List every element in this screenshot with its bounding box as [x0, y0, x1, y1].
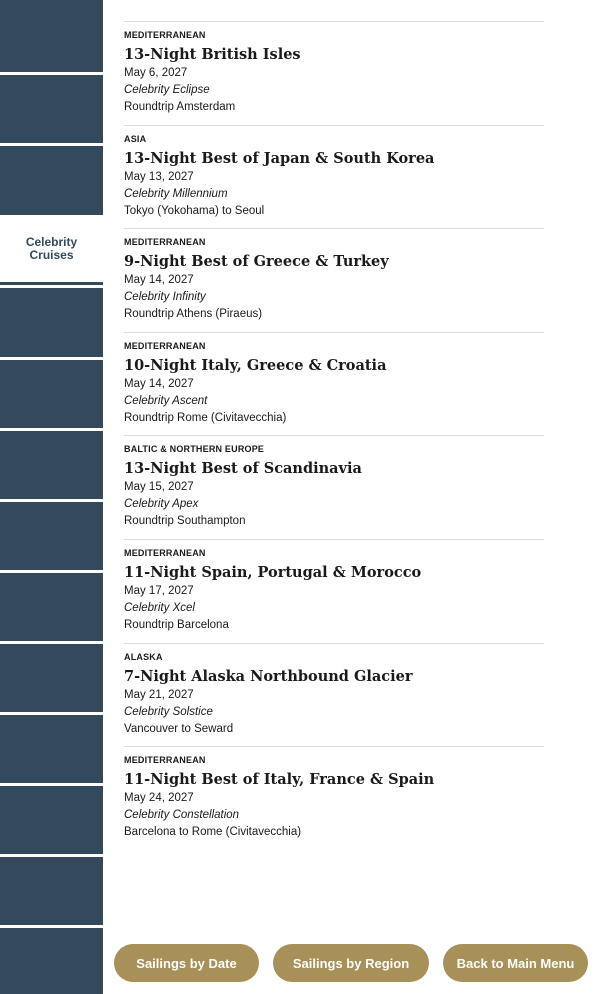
sailing-date: May 17, 2027 — [124, 584, 194, 597]
sailing-date: May 14, 2027 — [124, 274, 194, 287]
sailing-title: 13-Night Best of Japan & South Korea — [124, 149, 435, 167]
sailing-title: 13-Night British Isles — [124, 46, 301, 63]
sailing-item[interactable] — [124, 332, 544, 436]
sailing-route: Roundtrip Rome (Civitavecchia) — [124, 411, 287, 424]
sailing-region: MEDITERRANEAN — [124, 340, 206, 351]
sidebar-tab[interactable] — [0, 360, 103, 428]
sailing-ship: Celebrity Millennium — [124, 187, 228, 200]
sailing-ship: Celebrity Xcel — [124, 601, 195, 614]
sailing-date: May 24, 2027 — [124, 792, 194, 805]
sidebar-tab[interactable] — [0, 786, 103, 854]
sidebar-tab[interactable] — [0, 928, 103, 994]
sailing-list — [124, 21, 544, 850]
sailing-title: 7-Night Alaska Northbound Glacier — [124, 667, 413, 685]
sailing-ship: Celebrity Infinity — [124, 291, 206, 304]
sailing-region: ALASKA — [124, 651, 163, 662]
sailing-date: May 13, 2027 — [124, 170, 194, 183]
sidebar-tab[interactable] — [0, 75, 103, 143]
sailing-region: ASIA — [124, 133, 147, 144]
sailing-region: MEDITERRANEAN — [124, 237, 206, 248]
sailing-region: MEDITERRANEAN — [124, 755, 206, 766]
sidebar-tab-label: Celebrity Cruises — [25, 234, 78, 262]
sidebar-tab[interactable] — [0, 288, 103, 357]
sailing-route: Roundtrip Amsterdam — [124, 101, 236, 113]
sailing-title: 10-Night Italy, Greece & Croatia — [124, 356, 387, 374]
sailing-item[interactable] — [124, 21, 544, 125]
sailing-ship: Celebrity Eclipse — [124, 84, 210, 96]
sailing-item[interactable] — [124, 746, 544, 850]
sailing-route: Roundtrip Athens (Piraeus) — [124, 308, 263, 321]
sailing-route: Roundtrip Southampton — [124, 515, 246, 528]
sidebar-tab[interactable] — [0, 431, 103, 499]
sailing-route: Tokyo (Yokohama) to Seoul — [124, 204, 265, 217]
sailing-ship: Celebrity Apex — [124, 498, 199, 511]
sailing-date: May 14, 2027 — [124, 377, 194, 390]
sailing-title: 9-Night Best of Greece & Turkey — [124, 253, 389, 271]
active-tab-underline — [0, 282, 103, 285]
sailing-route: Vancouver to Seward — [124, 722, 234, 735]
sailing-route: Roundtrip Barcelona — [124, 618, 229, 631]
sailing-title: 11-Night Spain, Portugal & Morocco — [124, 563, 422, 581]
sailing-title: 11-Night Best of Italy, France & Spain — [124, 771, 435, 789]
sailing-date: May 15, 2027 — [124, 481, 194, 494]
sailing-ship: Celebrity Solstice — [124, 705, 213, 718]
sidebar-tab[interactable] — [0, 644, 103, 712]
sailing-region: BALTIC & NORTHERN EUROPE — [124, 444, 265, 455]
sidebar-tab[interactable] — [0, 573, 103, 641]
sailing-region: MEDITERRANEAN — [124, 30, 206, 40]
sailing-date: May 21, 2027 — [124, 688, 194, 701]
back-to-main-menu-button[interactable]: Back to Main Menu — [443, 944, 588, 982]
sidebar-tab[interactable] — [0, 502, 103, 570]
sailing-item[interactable] — [124, 435, 544, 539]
sailing-title: 13-Night Best of Scandinavia — [124, 460, 362, 478]
sidebar-tab[interactable] — [0, 146, 103, 215]
sailings-by-date-button[interactable]: Sailings by Date — [114, 944, 259, 982]
sailing-route: Barcelona to Rome (Civitavecchia) — [124, 826, 302, 839]
sailing-item[interactable] — [124, 539, 544, 643]
sailing-ship: Celebrity Constellation — [124, 809, 240, 822]
sailing-date: May 6, 2027 — [124, 67, 188, 79]
sidebar-tab[interactable] — [0, 715, 103, 783]
sidebar — [0, 0, 103, 994]
sailing-item[interactable] — [124, 228, 544, 332]
sidebar-tab[interactable] — [0, 0, 103, 72]
sidebar-tab-celebrity-cruises[interactable] — [0, 215, 103, 282]
sidebar-tab[interactable] — [0, 857, 103, 925]
sailing-item[interactable] — [124, 125, 544, 229]
sailing-item[interactable] — [124, 643, 544, 747]
sailing-region: MEDITERRANEAN — [124, 547, 206, 558]
sailing-ship: Celebrity Ascent — [124, 394, 208, 407]
sailings-by-region-button[interactable]: Sailings by Region — [273, 944, 429, 982]
